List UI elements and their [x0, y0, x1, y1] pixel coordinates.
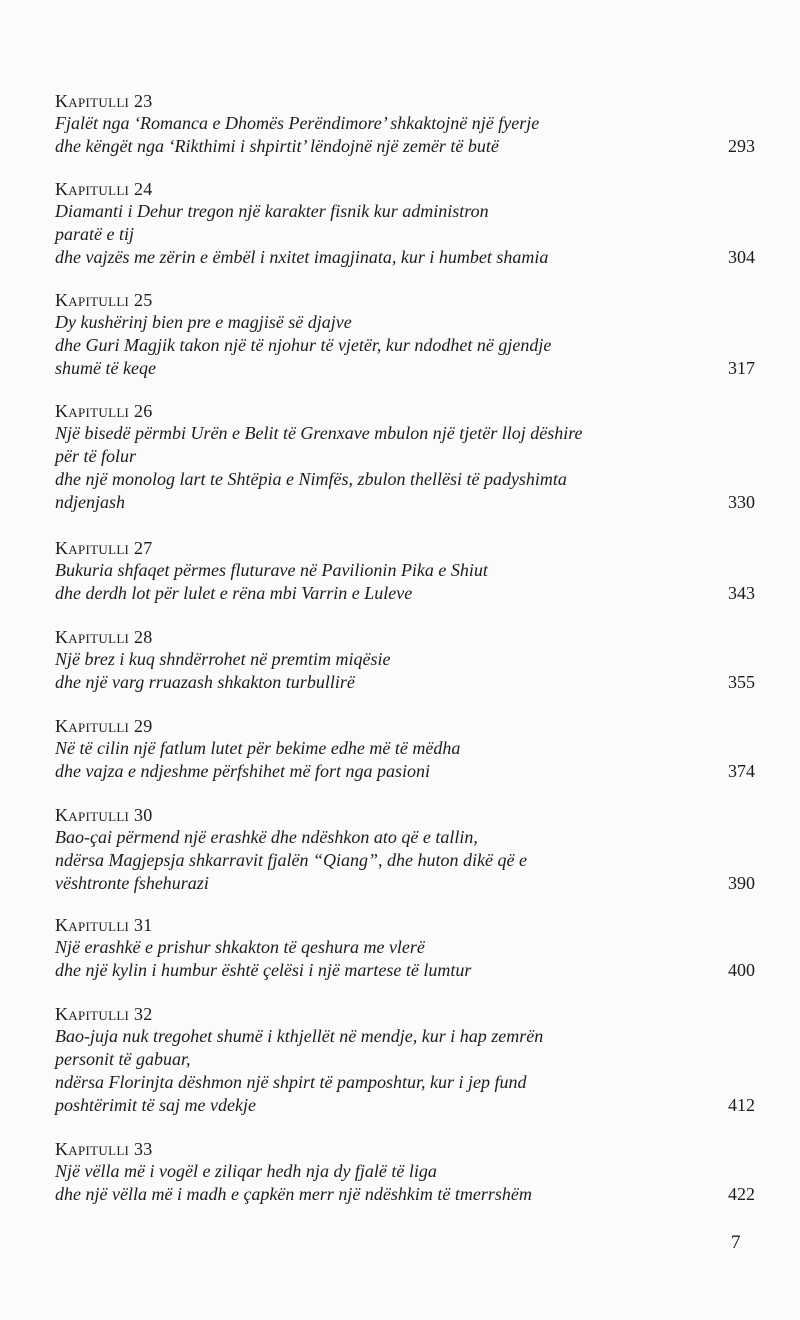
chapter-title-line: shumë të keqe [55, 358, 156, 378]
page-number: 355 [728, 672, 755, 692]
chapter-title-line: dhe një vëlla më i madh e çapkën merr një ndëshkim të tmerrshëm [55, 1184, 532, 1204]
toc-entry-31 [55, 914, 755, 984]
chapter-title-line: dhe një monolog lart te Shtëpia e Nimfës, zbulon thellësi të padyshimta [55, 469, 567, 489]
toc-entry-32 [55, 1003, 755, 1119]
chapter-heading: Kapitulli 30 [55, 805, 153, 825]
chapter-title-line: Dy kushërinj bien pre e magjisë së djajve [55, 312, 352, 332]
page-number: 317 [728, 358, 755, 378]
page-number: 374 [728, 761, 755, 781]
chapter-heading: Kapitulli 31 [55, 915, 153, 935]
chapter-title-line: personit të gabuar, [55, 1049, 191, 1069]
chapter-title-line: Fjalët nga ‘Romanca e Dhomës Perëndimore’ shkaktojnë një fyerje [55, 113, 540, 133]
page-number: 422 [728, 1184, 755, 1204]
page-number: 343 [728, 583, 755, 603]
chapter-heading: Kapitulli 33 [55, 1139, 153, 1159]
page-number: 390 [728, 873, 755, 893]
chapter-title-line: Një vëlla më i vogël e ziliqar hedh nja dy fjalë të liga [55, 1161, 437, 1181]
chapter-title-line: Një erashkë e prishur shkakton të qeshura me vlerë [55, 937, 425, 957]
chapter-title-line: Një bisedë përmbi Urën e Belit të Grenxave mbulon një tjetër lloj dëshire [55, 423, 583, 443]
page-number: 330 [728, 492, 755, 512]
toc-entry-26 [55, 400, 755, 516]
folio-page-number: 7 [731, 1232, 741, 1253]
chapter-title-line: Bukuria shfaqet përmes fluturave në Pavilionin Pika e Shiut [55, 560, 488, 580]
chapter-heading: Kapitulli 24 [55, 179, 153, 199]
page-number: 412 [728, 1095, 755, 1115]
chapter-heading: Kapitulli 28 [55, 627, 153, 647]
toc-entry-28 [55, 626, 755, 696]
page-number: 304 [728, 247, 755, 267]
chapter-title-line: Diamanti i Dehur tregon një karakter fisnik kur administron [55, 201, 489, 221]
chapter-title-line: Një brez i kuq shndërrohet në premtim miqësie [55, 649, 391, 669]
chapter-title-line: dhe një varg rruazash shkakton turbullirë [55, 672, 355, 692]
chapter-title-line: për të folur [55, 446, 136, 466]
toc-entry-33 [55, 1138, 755, 1208]
chapter-heading: Kapitulli 29 [55, 716, 153, 736]
chapter-title-line: Në të cilin një fatlum lutet për bekime edhe më të mëdha [55, 738, 461, 758]
chapter-title-line: ndjenjash [55, 492, 125, 512]
chapter-title-line: dhe derdh lot për lulet e rëna mbi Varrin e Luleve [55, 583, 413, 603]
toc-entry-25 [55, 289, 755, 382]
chapter-title-line: ndërsa Magjepsja shkarravit fjalën “Qiang”, dhe huton dikë që e [55, 850, 527, 870]
chapter-title-line: dhe një kylin i humbur është çelësi i një martese të lumtur [55, 960, 472, 980]
chapter-title-line: dhe vajzës me zërin e ëmbël i nxitet imagjinata, kur i humbet shamia [55, 247, 549, 267]
page-number: 400 [728, 960, 755, 980]
chapter-title-line: Bao-juja nuk tregohet shumë i kthjellët në mendje, kur i hap zemrën [55, 1026, 544, 1046]
chapter-title-line: Bao-çai përmend një erashkë dhe ndëshkon ato që e tallin, [55, 827, 478, 847]
chapter-heading: Kapitulli 25 [55, 290, 153, 310]
chapter-title-line: vështronte fshehurazi [55, 873, 209, 893]
chapter-heading: Kapitulli 32 [55, 1004, 153, 1024]
chapter-title-line: ndërsa Florinjta dëshmon një shpirt të pamposhtur, kur i jep fund [55, 1072, 527, 1092]
chapter-heading: Kapitulli 26 [55, 401, 153, 421]
chapter-title-line: dhe këngët nga ‘Rikthimi i shpirtit’ lëndojnë një zemër të butë [55, 136, 499, 156]
chapter-title-line: poshtërimit të saj me vdekje [55, 1095, 256, 1115]
page-number: 293 [728, 136, 755, 156]
toc-entry-29 [55, 715, 755, 785]
toc-entry-27 [55, 537, 755, 607]
chapter-title-line: dhe Guri Magjik takon një të njohur të vjetër, kur ndodhet në gjendje [55, 335, 552, 355]
chapter-heading: Kapitulli 27 [55, 538, 153, 558]
chapter-heading: Kapitulli 23 [55, 91, 153, 111]
chapter-title-line: dhe vajza e ndjeshme përfshihet më fort nga pasioni [55, 761, 430, 781]
toc-entry-30 [55, 804, 755, 897]
toc-entry-24 [55, 178, 755, 271]
toc-entry-23 [55, 90, 755, 160]
chapter-title-line: paratë e tij [55, 224, 134, 244]
